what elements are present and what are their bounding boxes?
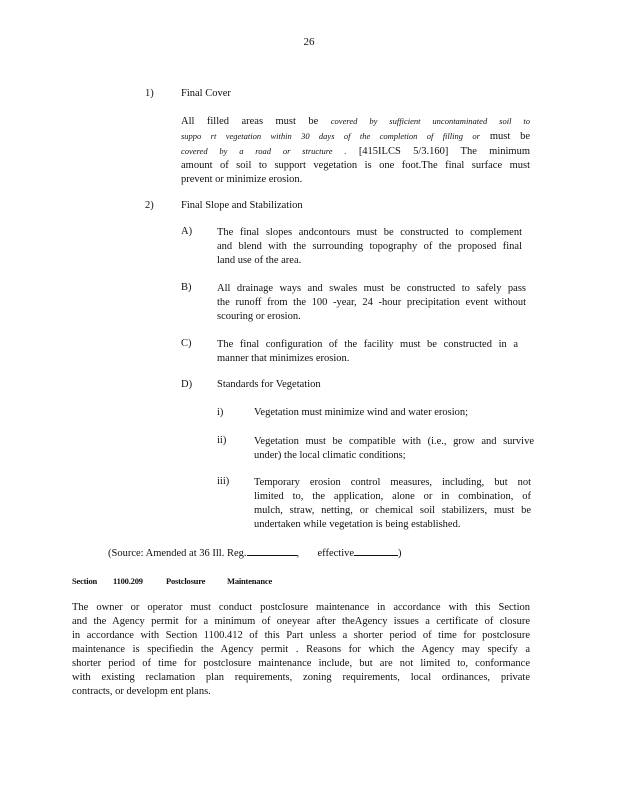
item-1-line-1: All filled areas must be covered by sufficient uncontaminated soil to <box>181 116 530 127</box>
section-label: Section <box>72 576 98 586</box>
item-2d-iii-line-1: Temporary erosion control measures, including, but not <box>254 477 531 488</box>
item-2d-i-number: i) <box>217 407 224 418</box>
item-2a-body <box>217 226 522 268</box>
item-1-line-2: suppo rt vegetation within 30 days of the completion of filling or must be <box>181 131 531 142</box>
item-2c-number: C) <box>181 338 192 349</box>
item-1-body <box>181 114 530 187</box>
section-body-line-6: with existing reclamation plan requirements, zoning requirements, local ordinances, private <box>72 672 530 683</box>
item-2a-number: A) <box>181 226 193 237</box>
item-2a-line-2: and blend with the surrounding topography of the proposed final <box>217 241 522 252</box>
section-body-line-5: shorter period of time for postclosure maintenance include, but are not limited to, conformance <box>72 658 530 669</box>
item-2d-ii-line-2: under) the local climatic conditions; <box>254 450 406 461</box>
item-2d-iii-body <box>254 476 531 532</box>
item-2-title: Final Slope and Stabilization <box>181 200 303 211</box>
item-2b-body <box>217 282 526 324</box>
item-1-title: Final Cover <box>181 88 231 99</box>
item-2c-line-2: manner that minimizes erosion. <box>217 353 350 364</box>
source-effective-blank <box>354 545 398 556</box>
item-2c-body <box>217 338 518 366</box>
item-2d-ii-line-1: Vegetation must be compatible with (i.e., grow and survive <box>254 436 534 447</box>
item-2d-iii-line-2: limited to, the application, alone or in combination, of <box>254 491 531 502</box>
item-2d-title: Standards for Vegetation <box>217 379 321 390</box>
page-number: 26 <box>303 36 315 48</box>
item-2-number: 2) <box>145 200 154 211</box>
item-2a-line-1: The final slopes andcontours must be constructed to complement <box>217 227 522 238</box>
item-2d-ii-number: ii) <box>217 435 227 446</box>
section-body-line-3: in accordance with Section 1100.412 of this Part unless a shorter period of time for postclosure <box>72 630 530 641</box>
item-1-line-5: prevent or minimize erosion. <box>181 174 303 185</box>
section-body-line-7: contracts, or developm ent plans. <box>72 686 211 697</box>
item-2a-line-3: land use of the area. <box>217 255 302 266</box>
section-title-1: Postclosure <box>166 576 206 586</box>
item-1-line-3: covered by a road or structure . [415ILCS 5/3.160] The minimum <box>181 146 530 157</box>
section-body-line-1: The owner or operator must conduct postclosure maintenance in accordance with this Section <box>72 602 530 613</box>
item-2c-line-1: The final configuration of the facility must be constructed in a <box>217 339 518 350</box>
section-number: 1100.209 <box>113 576 143 586</box>
item-2d-iii-number: iii) <box>217 476 230 487</box>
item-2b-number: B) <box>181 282 192 293</box>
item-2d-ii-body <box>254 435 534 463</box>
item-2d-number: D) <box>181 379 193 390</box>
item-2b-line-1: All drainage ways and swales must be constructed to safely pass <box>217 283 526 294</box>
source-reg-blank <box>247 545 297 556</box>
item-2d-iii-line-4: undertaken while vegetation is being established. <box>254 519 461 530</box>
section-body <box>72 601 530 699</box>
item-2d-i-text: Vegetation must minimize wind and water erosion; <box>254 407 469 418</box>
item-1-number: 1) <box>145 88 154 99</box>
item-2d-iii-line-3: mulch, straw, netting, or chemical soil stabilizers, must be <box>254 505 531 516</box>
item-2b-line-2: the runoff from the 100 -year, 24 -hour precipitation event without <box>217 297 526 308</box>
item-2b-line-3: scouring or erosion. <box>217 311 301 322</box>
source-note: (Source: Amended at 36 Ill. Reg. , effective ) <box>108 545 402 559</box>
section-body-line-2: and the Agency permit for a minimum of oneyear after theAgency issues a certificate of closure <box>72 616 530 627</box>
section-title-2: Maintenance <box>227 576 273 586</box>
section-body-line-4: maintenance is specifiedin the Agency permit . Reasons for which the Agency may specify a <box>72 644 530 655</box>
item-1-line-4: amount of soil to support vegetation is one foot.The final surface must <box>181 160 530 171</box>
